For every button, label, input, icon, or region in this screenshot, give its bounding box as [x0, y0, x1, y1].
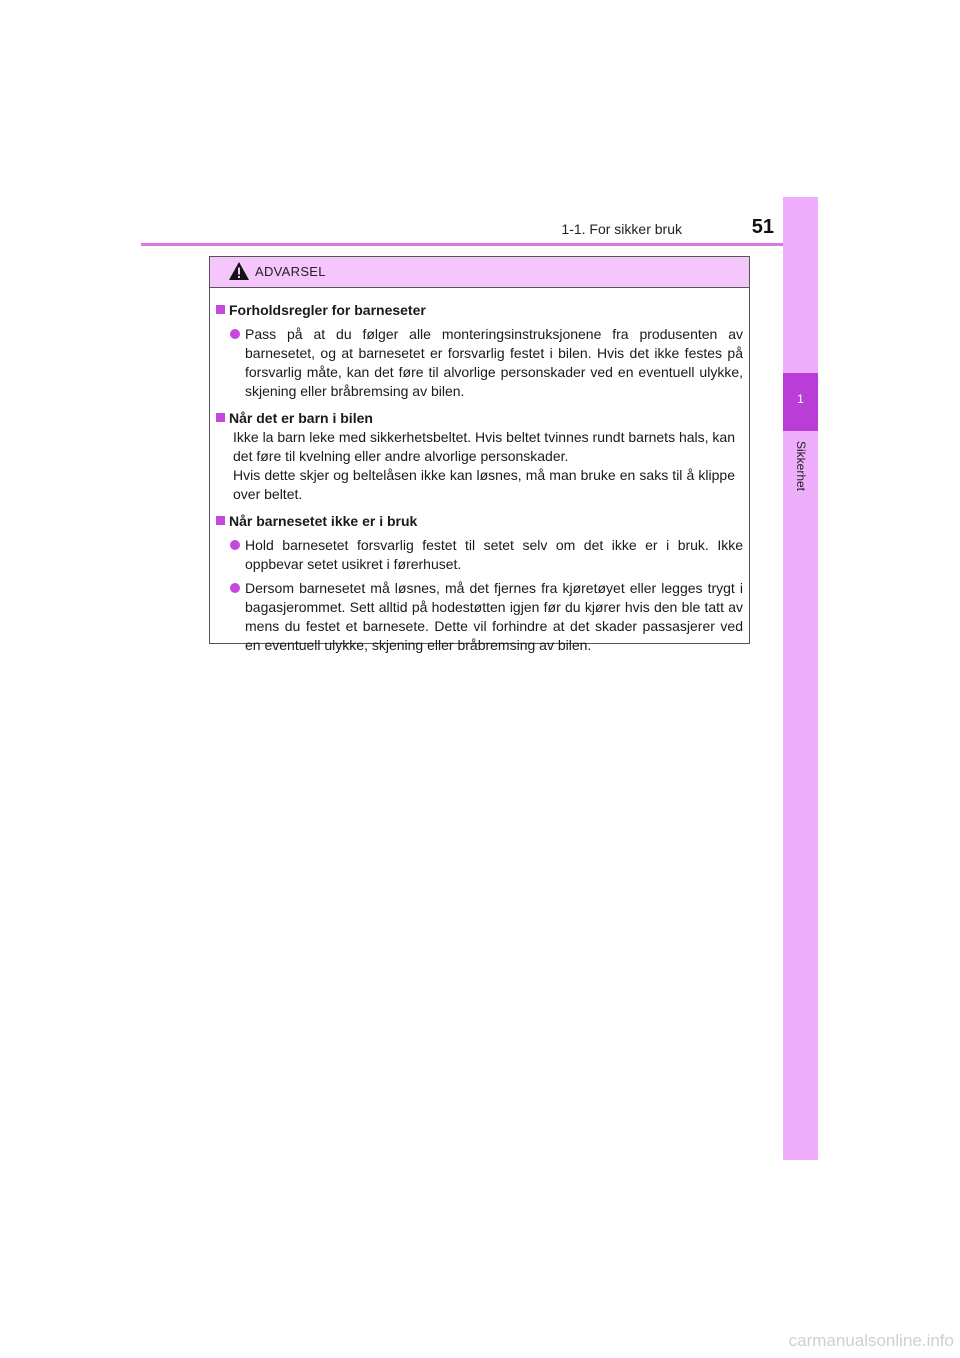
- list-item: [215, 579, 743, 655]
- section-title: 1-1. For sikker bruk: [561, 221, 682, 237]
- watermark: carmanualsonline.info: [788, 1331, 954, 1350]
- list-item-text: Dersom barnesetet må løsnes, må det fjernes fra kjøretøyet eller legges trygt i bagasjerommet. Sett alltid på hodestøtten igjen før du kjører hvis den ble tatt av mens du festet et barnesete. Dette vil forhindre at det skader passasjerer ved en eventuell ulykke, skjening eller bråbremsing av bilen.: [245, 580, 743, 653]
- list-item-text: Pass på at du følger alle monteringsinstruksjonene fra produsenten av barnesetet, og at barnesetet er forsvarlig festet i bilen. Hvis det ikke festes på forsvarlig måte, kan det føre til alvorlige personskader ved en eventuell ulykke, skjening eller bråbremsing av bilen.: [245, 326, 743, 399]
- circle-bullet-icon: [230, 329, 240, 339]
- warning-header: [210, 257, 749, 288]
- chapter-label: Sikkerhet: [794, 440, 808, 492]
- circle-bullet-icon: [230, 540, 240, 550]
- topic-heading: [215, 512, 743, 531]
- circle-bullet-icon: [230, 583, 240, 593]
- paragraph: Hvis dette skjer og beltelåsen ikke kan løsnes, må man bruke en saks til å klippe over beltet.: [233, 467, 735, 502]
- warning-triangle-icon: [228, 261, 250, 281]
- square-bullet-icon: [216, 516, 225, 525]
- list-item: [215, 325, 743, 401]
- square-bullet-icon: [216, 305, 225, 314]
- page-number: 51: [751, 216, 774, 238]
- list-item: [215, 536, 743, 574]
- warning-box: [209, 256, 750, 653]
- header-divider: [141, 243, 818, 246]
- warning-title: ADVARSEL: [255, 264, 326, 279]
- square-bullet-icon: [216, 413, 225, 422]
- chapter-tab[interactable]: [783, 373, 818, 431]
- topic-heading: [215, 301, 743, 320]
- topic-heading-text: Når det er barn i bilen: [229, 410, 373, 426]
- topic-heading: [215, 409, 743, 428]
- topic-heading-text: Forholdsregler for barneseter: [229, 302, 426, 318]
- warning-body: [210, 288, 749, 655]
- list-item-text: Hold barnesetet forsvarlig festet til setet selv om det ikke er i bruk. Ikke oppbevar setet usikret i førerhuset.: [245, 537, 743, 572]
- topic-heading-text: Når barnesetet ikke er i bruk: [229, 513, 418, 529]
- chapter-strip: [783, 197, 818, 1160]
- chapter-number: 1: [797, 392, 804, 406]
- paragraph: Ikke la barn leke med sikkerhetsbeltet. Hvis beltet tvinnes rundt barnets hals, kan det føre til kvelning eller andre alvorlige personskader.: [233, 429, 735, 464]
